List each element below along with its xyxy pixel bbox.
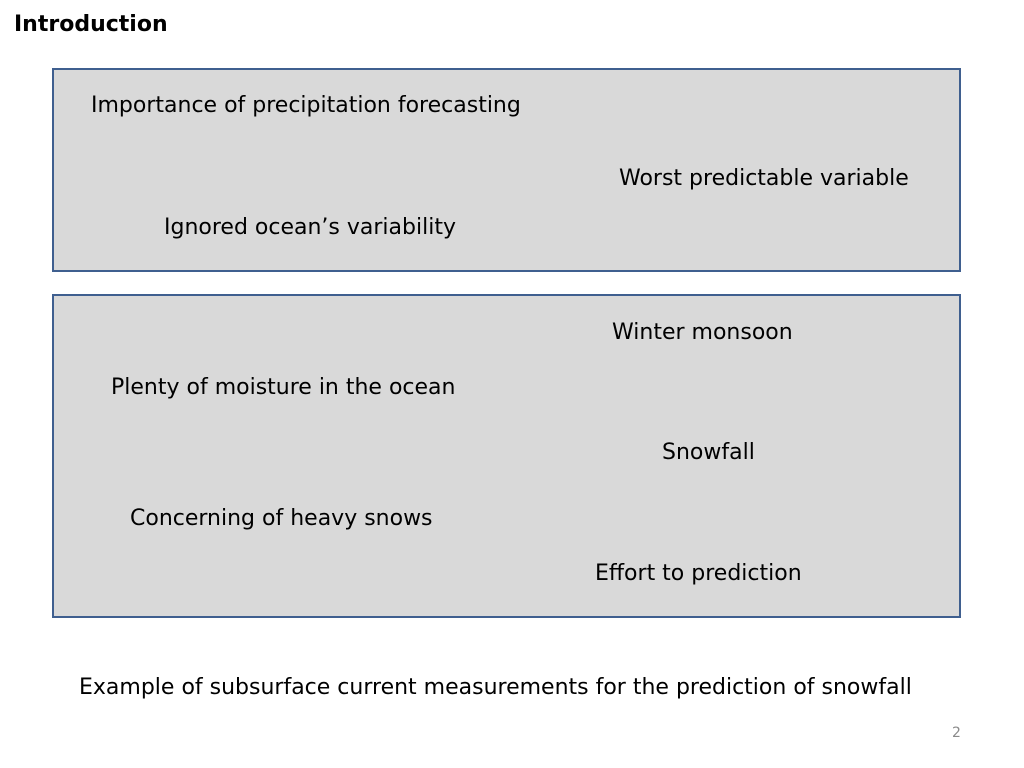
bottom-content-box xyxy=(52,294,961,618)
phrase-plenty-of-moisture: Plenty of moisture in the ocean xyxy=(111,375,456,400)
page-number: 2 xyxy=(952,725,961,741)
slide-caption: Example of subsurface current measurements for the prediction of snowfall xyxy=(79,675,912,700)
slide-title: Introduction xyxy=(14,12,168,37)
top-content-box xyxy=(52,68,961,272)
phrase-winter-monsoon: Winter monsoon xyxy=(612,320,793,345)
phrase-importance-of-precipitation-forecasting: Importance of precipitation forecasting xyxy=(91,93,521,118)
phrase-ignored-ocean-variability: Ignored ocean’s variability xyxy=(164,215,456,240)
phrase-concerning-heavy-snows: Concerning of heavy snows xyxy=(130,506,433,531)
phrase-worst-predictable-variable: Worst predictable variable xyxy=(619,166,909,191)
phrase-snowfall: Snowfall xyxy=(662,440,755,465)
phrase-effort-to-prediction: Effort to prediction xyxy=(595,561,802,586)
